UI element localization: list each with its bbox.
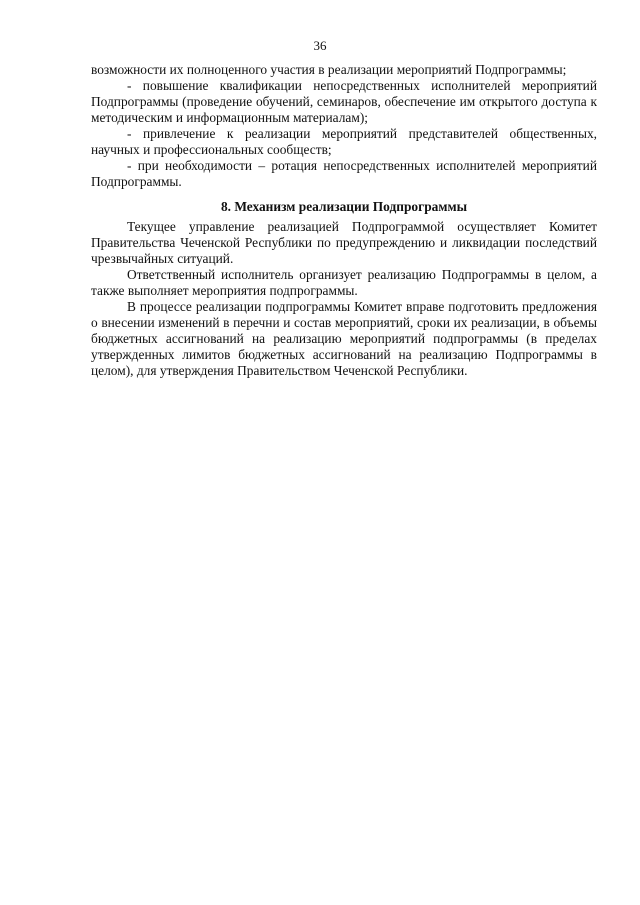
list-item-rotation: - при необходимости – ротация непосредственных исполнителей мероприятий Подпрограммы. — [91, 158, 597, 189]
paragraph-continuation: возможности их полноценного участия в реализации мероприятий Подпрограммы; — [91, 62, 567, 77]
paragraph-responsible-executor: Ответственный исполнитель организует реализацию Подпрограммы в целом, а также выполняет мероприятия подпрограммы. — [91, 267, 597, 298]
page-number: 36 — [313, 38, 327, 53]
list-item-qualification: - повышение квалификации непосредственных исполнителей мероприятий Подпрограммы (проведение обучений, семинаров, обеспечение им открытого доступа к методическим и информационным материалам); — [91, 78, 597, 125]
document-body — [91, 62, 597, 379]
paragraph-amendments: В процессе реализации подпрограммы Комитет вправе подготовить предложения о внесении изменений в перечни и состав мероприятий, сроки их реализации, в объемы бюджетных ассигнований на реализацию мероприятий подпрограммы (в пределах утвержденных лимитов бюджетных ассигнований на реализацию Подпрограммы в целом), для утверждения Правительством Чеченской Республики. — [91, 299, 597, 378]
section-heading: 8. Механизм реализации Подпрограммы — [220, 199, 468, 214]
list-item-involvement: - привлечение к реализации мероприятий представителей общественных, научных и профессиональных сообществ; — [91, 126, 597, 157]
paragraph-current-management: Текущее управление реализацией Подпрограммой осуществляет Комитет Правительства Чеченской Республики по предупреждению и ликвидации последствий чрезвычайных ситуаций. — [91, 219, 597, 266]
